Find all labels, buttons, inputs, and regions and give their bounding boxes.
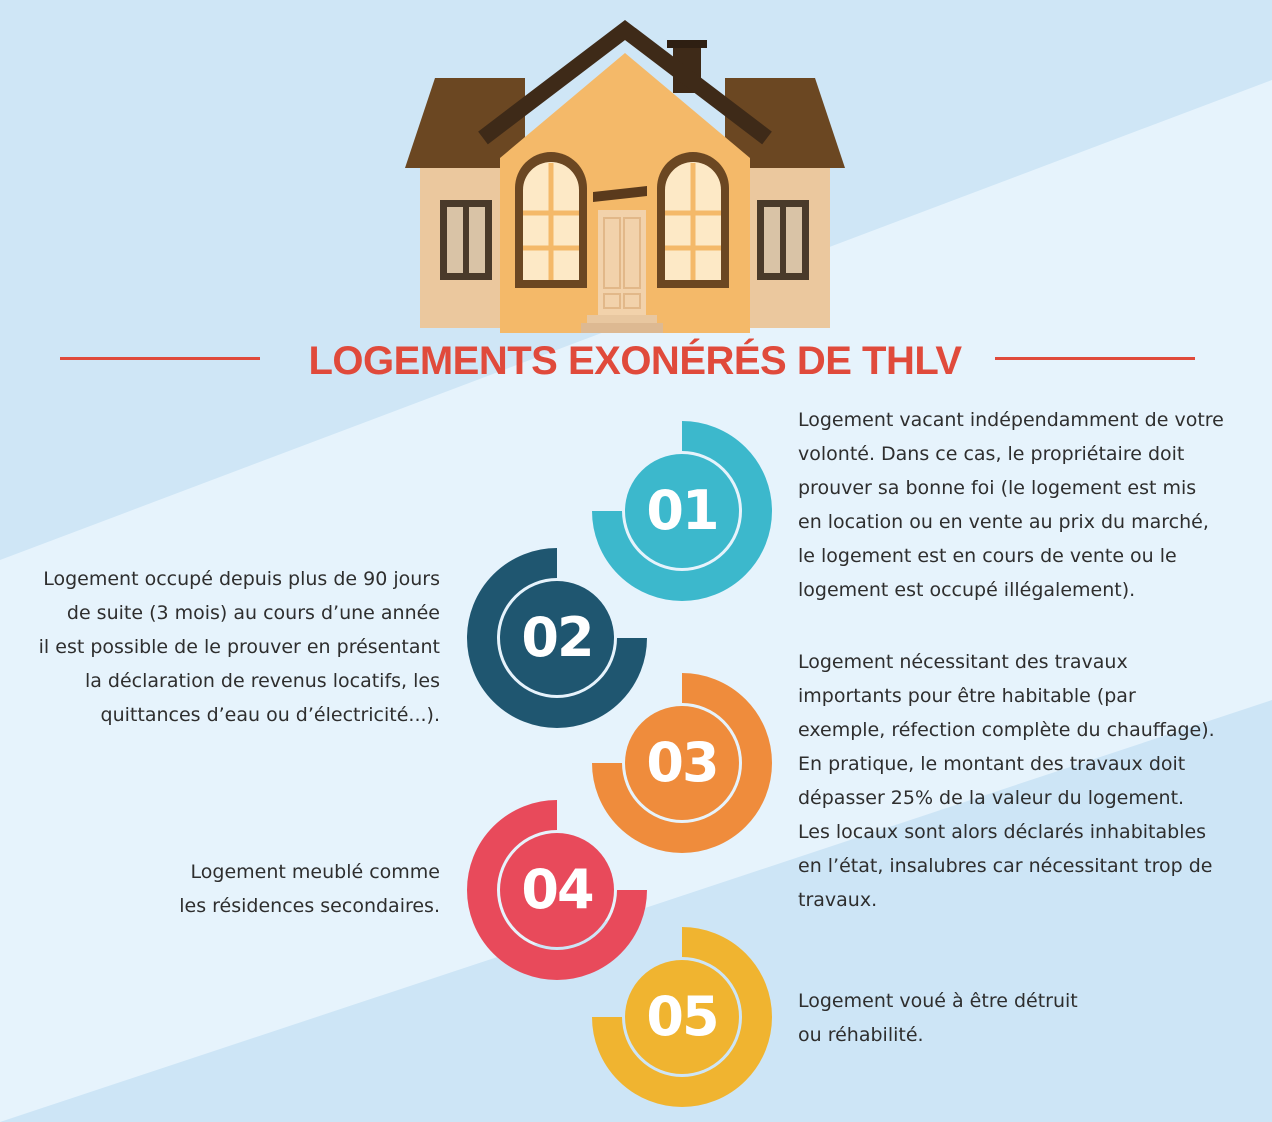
step-text-05: Logement voué à être détruit ou réhabilité. [798, 990, 1078, 1046]
step-text-01: Logement vacant indépendamment de votre volonté. Dans ce cas, le propriétaire doit prouver sa bonne foi (le logement est mis en location ou en vente au prix du marché, le logement est en cours de vente ou le logement est occupé illégalement). [798, 409, 1224, 601]
step-text-02: Logement occupé depuis plus de 90 jours de suite (3 mois) au cours d’une année il est possible de le prouver en présentant la déclaration de revenus locatifs, les quittances d’eau ou d’électricité...). [38, 568, 440, 726]
step-number-02: 02 [521, 606, 593, 669]
step-text-03: Logement nécessitant des travaux importants pour être habitable (par exemple, réfection complète du chauffage). En pratique, le montant des travaux doit dépasser 25% de la valeur du logement. Les locaux sont alors déclarés inhabitables en l’état, insalubres car nécessitant trop de travaux. [798, 651, 1215, 911]
page-title: LOGEMENTS EXONÉRÉS DE THLV [308, 339, 962, 383]
step-number-05: 05 [646, 985, 718, 1048]
step-number-04: 04 [521, 858, 593, 921]
step-number-03: 03 [646, 731, 718, 794]
step-number-01: 01 [646, 479, 718, 542]
step-text-04: Logement meublé comme les résidences secondaires. [179, 861, 440, 917]
